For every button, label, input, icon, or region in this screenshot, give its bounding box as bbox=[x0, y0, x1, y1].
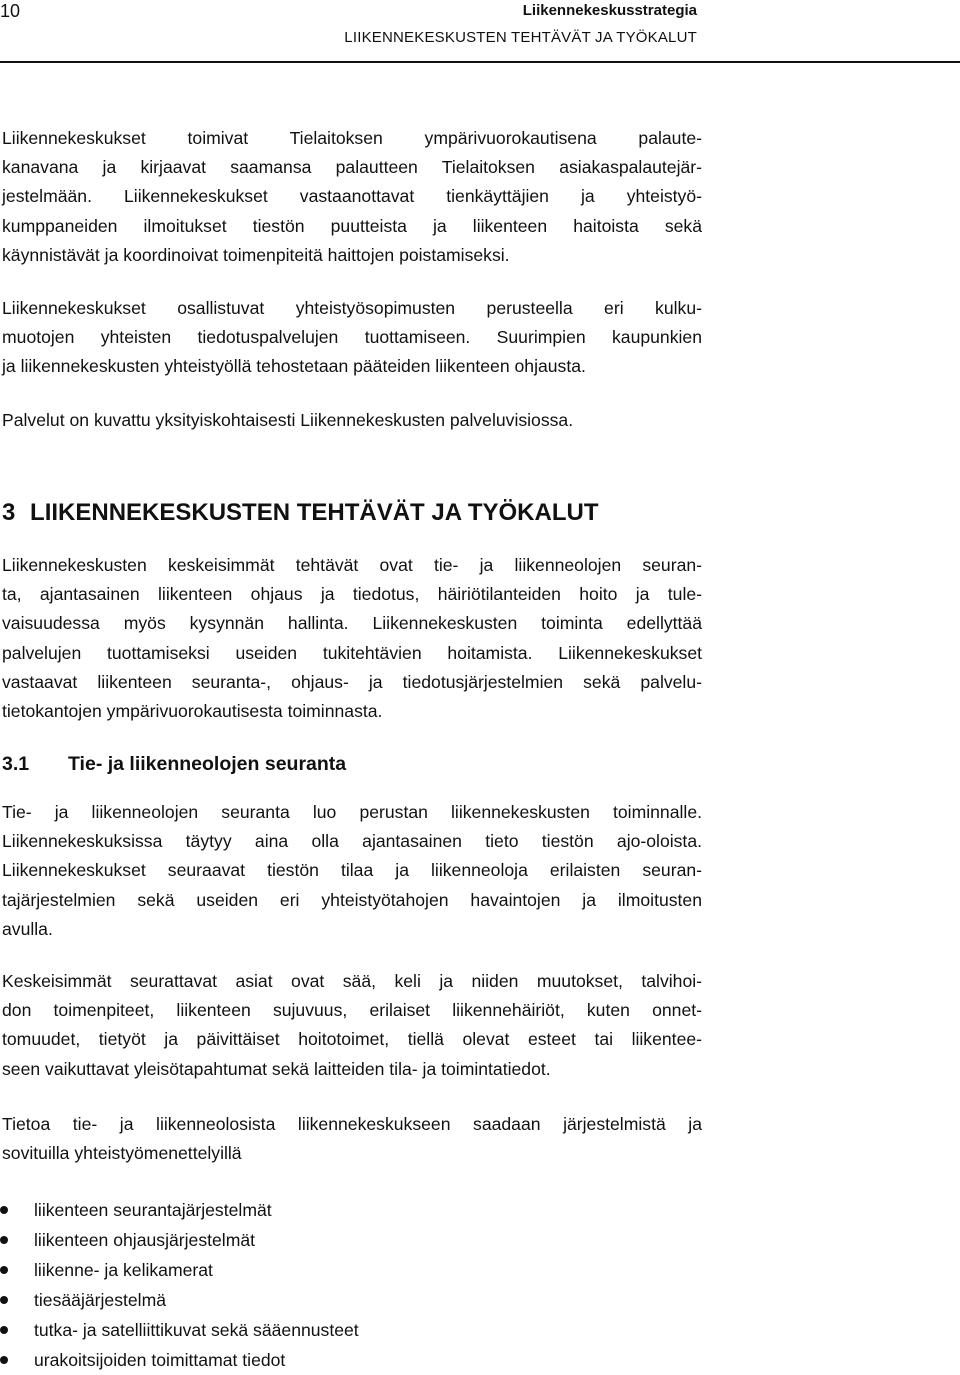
text-line: Liikennekeskukset toimivat Tielaitoksen ympärivuorokautisena palaute- bbox=[2, 128, 702, 148]
bullet-icon bbox=[0, 1206, 8, 1214]
bullet-icon bbox=[0, 1296, 8, 1304]
list-item-text: tutka- ja satelliittikuvat sekä sääennusteet bbox=[34, 1320, 359, 1340]
section-3-heading bbox=[2, 498, 599, 528]
section-3-paragraph bbox=[2, 551, 702, 726]
bullet-list bbox=[0, 1195, 359, 1375]
text-line: ta, ajantasainen liikenteen ohjaus ja tiedotus, häiriötilanteiden hoito ja tule- bbox=[2, 584, 702, 605]
text-line: tietokantojen ympärivuorokautisesta toiminnasta. bbox=[2, 701, 383, 722]
subsection-number: 3.1 bbox=[2, 753, 30, 775]
page-number: 10 bbox=[0, 1, 21, 21]
text-line: palvelujen tuottamiseksi useiden tukitehtävien hoitamista. Liikennekeskukset bbox=[2, 642, 702, 663]
intro-paragraph-2 bbox=[2, 294, 702, 382]
list-item bbox=[0, 1315, 359, 1345]
running-header-title: Liikennekeskusstrategia bbox=[522, 2, 697, 19]
bullet-icon bbox=[0, 1326, 8, 1334]
text-line: tajärjestelmien sekä useiden eri yhteistyötahojen havaintojen ja ilmoitusten bbox=[2, 889, 702, 910]
list-item-text: liikenteen seurantajärjestelmät bbox=[34, 1200, 272, 1220]
text-line: Liikennekeskukset osallistuvat yhteistyösopimusten perusteella eri kulku- bbox=[2, 298, 702, 318]
running-header-subtitle: LIIKENNEKESKUSTEN TEHTÄVÄT JA TYÖKALUT bbox=[344, 29, 697, 46]
section-title: LIIKENNEKESKUSTEN TEHTÄVÄT JA TYÖKALUT bbox=[30, 499, 599, 526]
list-item-text: urakoitsijoiden toimittamat tiedot bbox=[34, 1350, 286, 1370]
list-item bbox=[0, 1255, 359, 1285]
section-3-1-paragraph-3 bbox=[2, 1110, 702, 1168]
list-item-text: liikenne- ja kelikamerat bbox=[34, 1260, 213, 1280]
text-line: Palvelut on kuvattu yksityiskohtaisesti Liikennekeskusten palveluvisiossa. bbox=[2, 410, 574, 430]
text-line: kanavana ja kirjaavat saamansa palautteen Tielaitoksen asiakaspalautejär- bbox=[2, 157, 702, 178]
text-line: Liikennekeskuksissa täytyy aina olla ajantasainen tieto tiestön ajo-oloista. bbox=[2, 831, 702, 852]
intro-paragraph-1 bbox=[2, 124, 702, 270]
section-3-1-heading bbox=[2, 751, 346, 777]
text-line: Keskeisimmät seurattavat asiat ovat sää, keli ja niiden muutokset, talvihoi- bbox=[2, 971, 702, 991]
section-3-1-paragraph-2 bbox=[2, 967, 702, 1084]
text-line: muotojen yhteisten tiedotuspalvelujen tuottamiseen. Suurimpien kaupunkien bbox=[2, 327, 702, 348]
list-item-text: tiesääjärjestelmä bbox=[34, 1290, 167, 1310]
text-line: Tietoa tie- ja liikenneolosista liikennekeskukseen saadaan järjestelmistä ja bbox=[2, 1114, 702, 1134]
bullet-icon bbox=[0, 1356, 8, 1364]
list-item-text: liikenteen ohjausjärjestelmät bbox=[34, 1230, 256, 1250]
text-line: jestelmään. Liikennekeskukset vastaanottavat tienkäyttäjien ja yhteistyö- bbox=[2, 186, 702, 207]
list-item bbox=[0, 1345, 359, 1375]
bullet-icon bbox=[0, 1236, 8, 1244]
section-number: 3 bbox=[2, 499, 16, 526]
subsection-title: Tie- ja liikenneolojen seuranta bbox=[68, 753, 347, 775]
text-line: ja liikennekeskusten yhteistyöllä tehostetaan pääteiden liikenteen ohjausta. bbox=[2, 356, 586, 377]
text-line: vastaavat liikenteen seuranta-, ohjaus- ja tiedotusjärjestelmien sekä palvelu- bbox=[2, 671, 702, 692]
text-line: Tie- ja liikenneolojen seuranta luo perustan liikennekeskusten toiminnalle. bbox=[2, 802, 702, 822]
text-line: käynnistävät ja koordinoivat toimenpiteitä haittojen poistamiseksi. bbox=[2, 244, 510, 265]
text-line: sovituilla yhteistyömenettelyillä bbox=[2, 1143, 242, 1164]
text-line: tomuudet, tietyöt ja päivittäiset hoitotoimet, tiellä olevat esteet tai liikentee- bbox=[2, 1029, 702, 1050]
text-line: avulla. bbox=[2, 918, 53, 939]
text-line: seen vaikuttavat yleisötapahtumat sekä laitteiden tila- ja toimintatiedot. bbox=[2, 1058, 551, 1079]
intro-paragraph-3 bbox=[2, 406, 702, 435]
header-rule bbox=[0, 61, 960, 63]
section-3-1-paragraph-1 bbox=[2, 798, 702, 944]
text-line: don toimenpiteet, liikenteen sujuvuus, erilaiset liikennehäiriöt, kuten onnet- bbox=[2, 1000, 702, 1021]
list-item bbox=[0, 1195, 359, 1225]
text-line: Liikennekeskusten keskeisimmät tehtävät ovat tie- ja liikenneolojen seuran- bbox=[2, 555, 702, 575]
bullet-icon bbox=[0, 1266, 8, 1274]
text-line: Liikennekeskukset seuraavat tiestön tilaa ja liikenneoloja erilaisten seuran- bbox=[2, 860, 702, 881]
text-line: kumppaneiden ilmoitukset tiestön puutteista ja liikenteen haitoista sekä bbox=[2, 215, 702, 236]
list-item bbox=[0, 1225, 359, 1255]
text-line: vaisuudessa myös kysynnän hallinta. Liikennekeskusten toiminta edellyttää bbox=[2, 613, 702, 634]
list-item bbox=[0, 1285, 359, 1315]
